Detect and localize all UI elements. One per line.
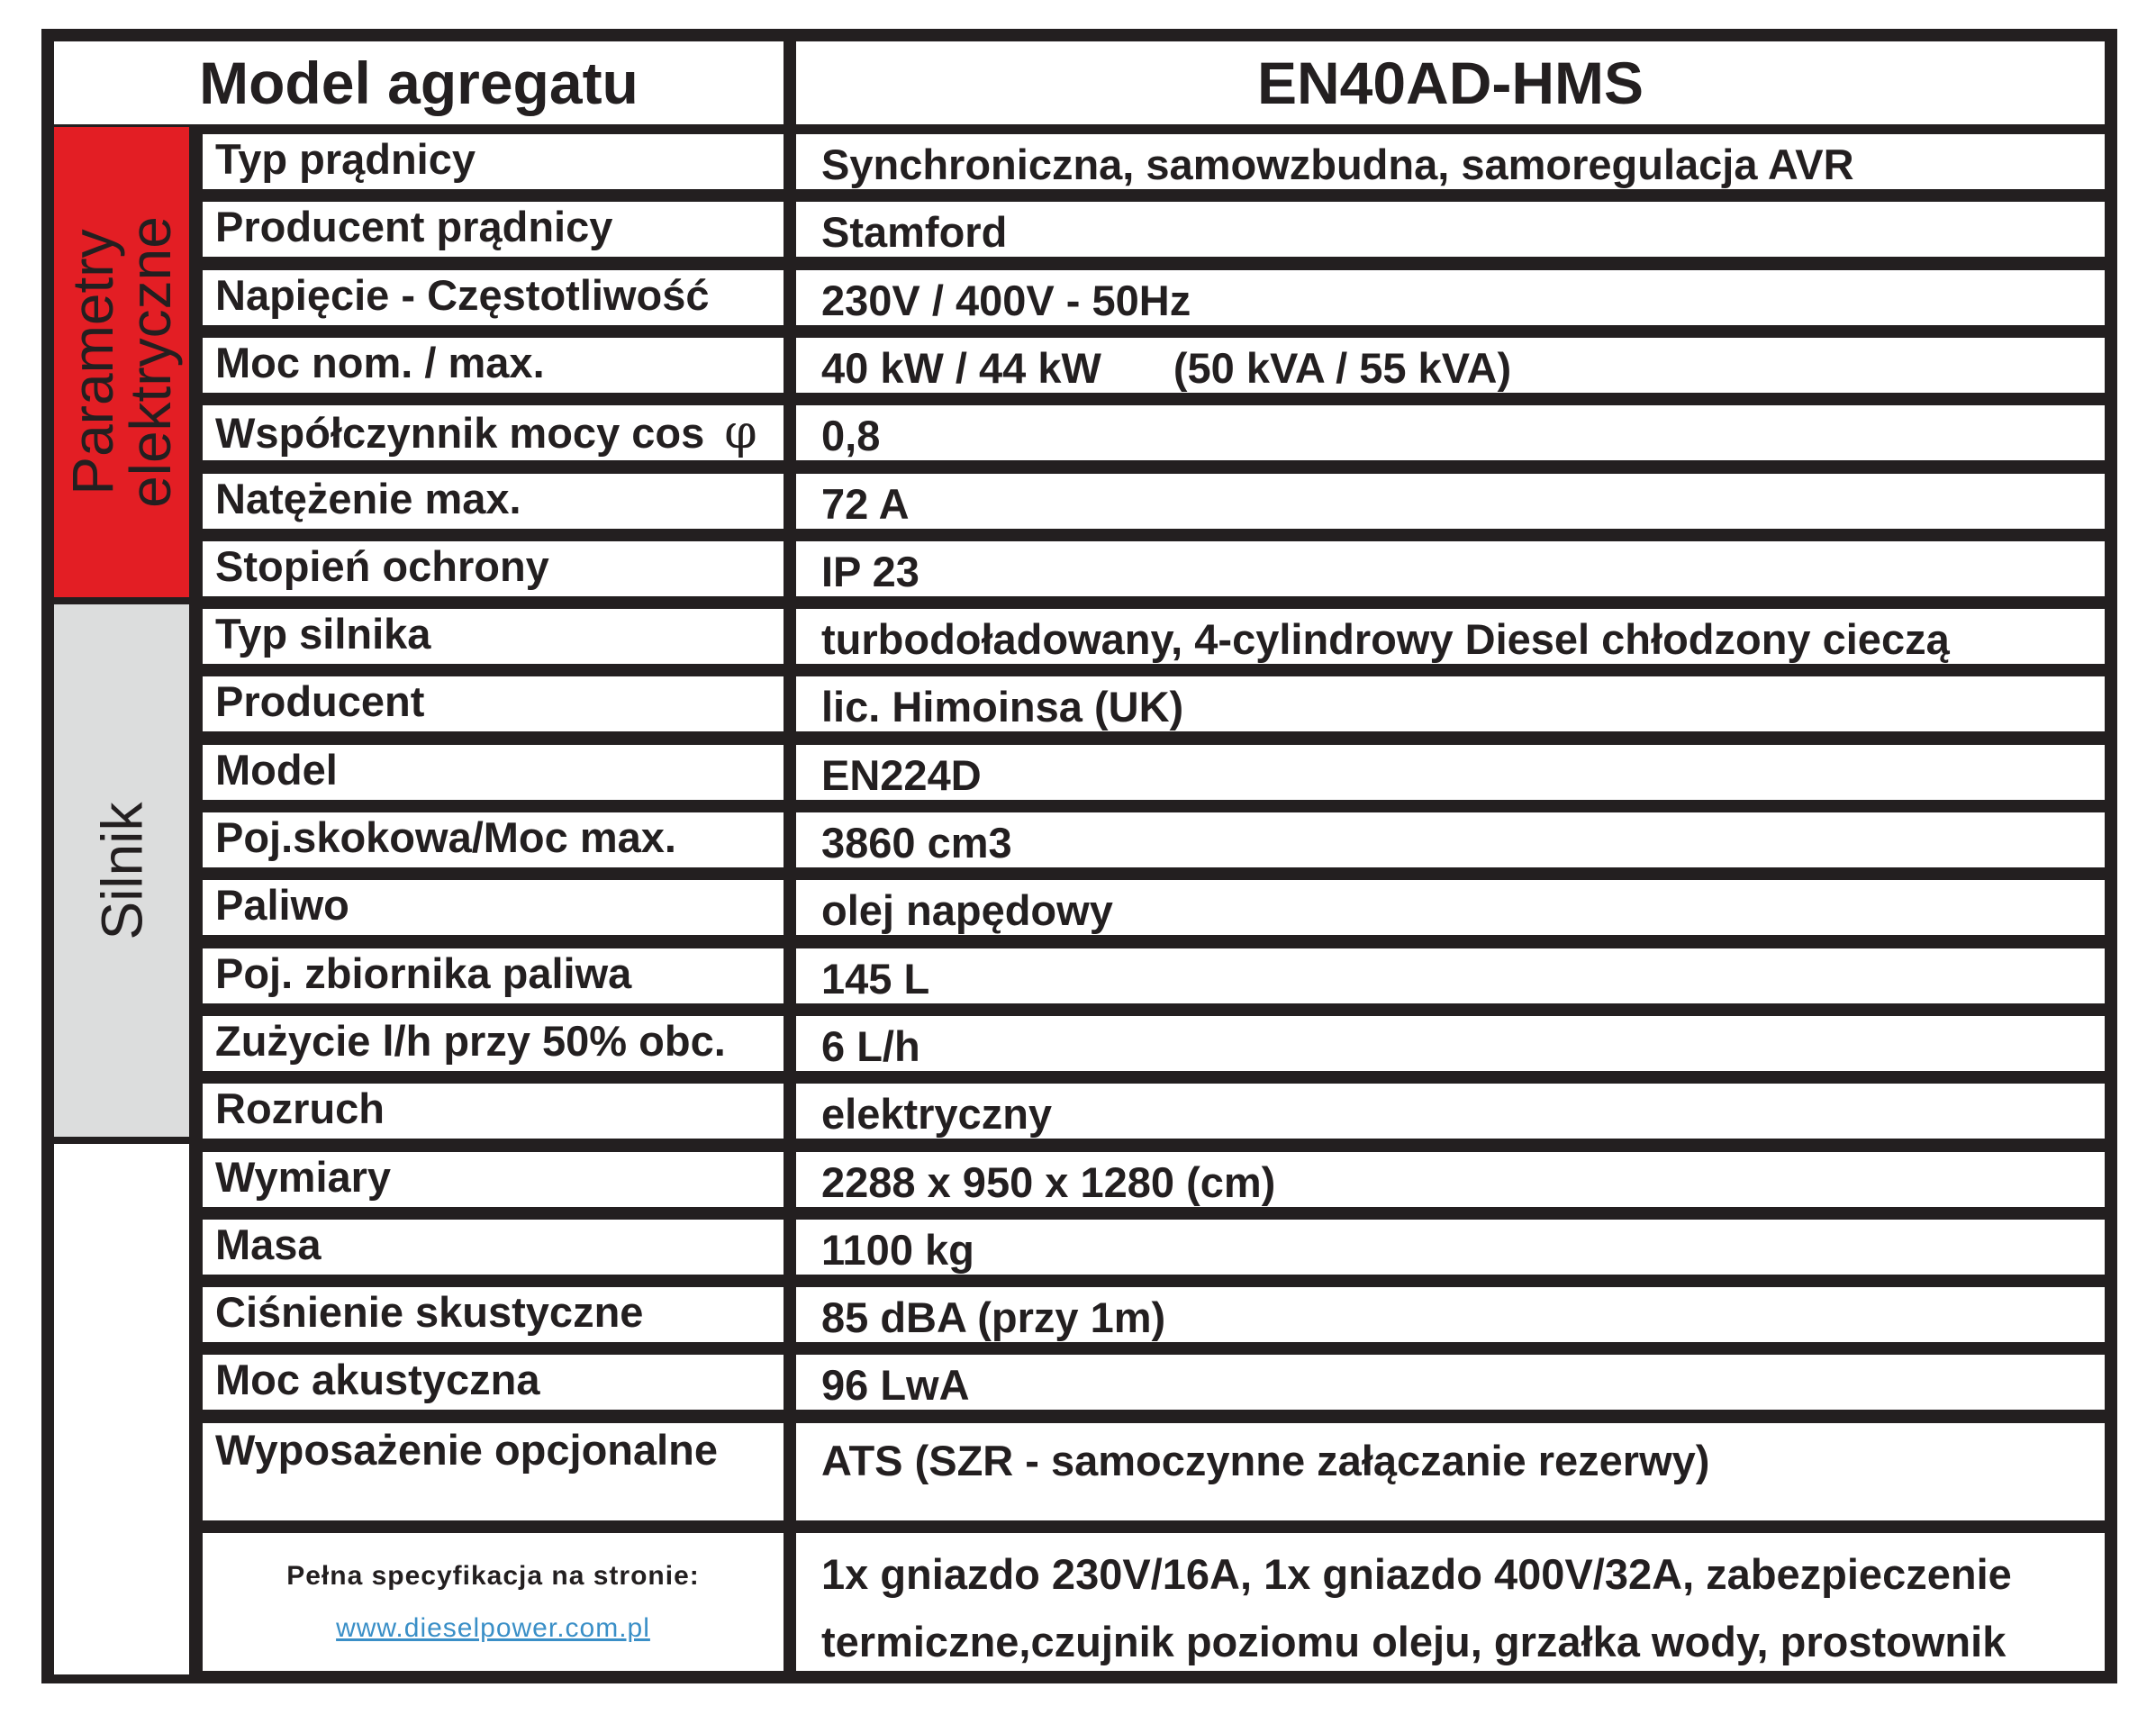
row-label-text: Moc akustyczna bbox=[215, 1356, 540, 1403]
row-value-text: 0,8 bbox=[821, 412, 881, 459]
row-value bbox=[796, 202, 2105, 257]
row-label bbox=[203, 338, 784, 393]
row-label-text: Moc nom. / max. bbox=[215, 339, 545, 386]
row-value-text: 72 A bbox=[821, 480, 910, 528]
row-label-text: Typ silnika bbox=[215, 610, 431, 658]
section-engine-label-line1: Silnik bbox=[89, 802, 154, 939]
row-value-text: elektryczny bbox=[821, 1090, 1053, 1138]
row-value bbox=[796, 1355, 2105, 1410]
section-engine-label bbox=[89, 802, 154, 939]
section-electrical-label bbox=[60, 216, 183, 508]
row-label bbox=[203, 609, 784, 664]
row-label bbox=[203, 270, 784, 325]
spec-note bbox=[203, 1533, 784, 1671]
header-model-label: Model agregatu bbox=[54, 41, 784, 124]
equipment-list bbox=[796, 1533, 2105, 1671]
row-value bbox=[796, 474, 2105, 529]
website-link[interactable]: www.dieselpower.com.pl bbox=[336, 1612, 650, 1643]
row-value bbox=[796, 405, 2105, 460]
row-label-text: Natężenie max. bbox=[215, 475, 521, 522]
row-label bbox=[203, 202, 784, 257]
equipment-line-2: termiczne,czujnik poziomu oleju, grzałka wody, prostownik bbox=[821, 1618, 2007, 1665]
row-value-text: Synchroniczna, samowzbudna, samoregulacja AVR bbox=[821, 141, 1854, 188]
row-label-text: Rozruch bbox=[215, 1084, 385, 1132]
row-value bbox=[796, 745, 2105, 800]
row-label bbox=[203, 812, 784, 867]
row-label-text: Wyposażenie opcjonalne bbox=[215, 1426, 719, 1474]
row-value-text: 85 dBA (przy 1m) bbox=[821, 1293, 1166, 1341]
row-label bbox=[203, 405, 784, 460]
row-label-text: Typ prądnicy bbox=[215, 135, 476, 183]
header-model-value: EN40AD-HMS bbox=[796, 41, 2105, 124]
row-value bbox=[796, 948, 2105, 1003]
row-label-text: Model bbox=[215, 746, 338, 794]
section-electrical-label-line1: Parametry bbox=[60, 229, 125, 495]
row-value-text: 96 LwA bbox=[821, 1361, 970, 1409]
row-value bbox=[796, 676, 2105, 731]
row-value bbox=[796, 880, 2105, 935]
row-label-text: Producent bbox=[215, 677, 425, 725]
row-value bbox=[796, 270, 2105, 325]
row-label bbox=[203, 134, 784, 189]
spec-note-title: Pełna specyfikacja na stronie: bbox=[286, 1560, 700, 1591]
row-value-text: ATS (SZR - samoczynne załączanie rezerwy) bbox=[821, 1437, 1710, 1484]
row-label-text: Paliwo bbox=[215, 881, 349, 929]
row-value-text: 230V / 400V - 50Hz bbox=[821, 277, 1191, 324]
row-value bbox=[796, 1152, 2105, 1207]
row-label bbox=[203, 474, 784, 529]
row-label-text: Współczynnik mocy cos bbox=[215, 409, 705, 457]
row-label-text: Wymiary bbox=[215, 1153, 392, 1201]
row-label bbox=[203, 880, 784, 935]
phi-symbol: φ bbox=[724, 405, 757, 459]
row-value bbox=[796, 1287, 2105, 1342]
row-value bbox=[796, 1084, 2105, 1139]
row-value-text: Stamford bbox=[821, 208, 1008, 256]
row-value-text: 1100 kg bbox=[821, 1226, 974, 1274]
row-label bbox=[203, 1423, 784, 1520]
row-label-text: Stopień ochrony bbox=[215, 542, 549, 590]
row-value-text: IP 23 bbox=[821, 548, 919, 595]
row-value bbox=[796, 609, 2105, 664]
row-value-text: olej napędowy bbox=[821, 886, 1113, 934]
row-label-text: Napięcie - Częstotliwość bbox=[215, 271, 710, 319]
row-label bbox=[203, 1152, 784, 1207]
row-value bbox=[796, 812, 2105, 867]
row-label bbox=[203, 745, 784, 800]
row-value-text: lic. Himoinsa (UK) bbox=[821, 683, 1184, 730]
row-label bbox=[203, 541, 784, 596]
section-electrical bbox=[54, 127, 189, 597]
row-label bbox=[203, 1220, 784, 1275]
row-label bbox=[203, 1084, 784, 1139]
row-value-text: 2288 x 950 x 1280 (cm) bbox=[821, 1158, 1276, 1206]
row-label-text: Producent prądnicy bbox=[215, 203, 613, 250]
row-value bbox=[796, 134, 2105, 189]
row-value-text: EN224D bbox=[821, 751, 982, 799]
section-engine bbox=[54, 604, 189, 1137]
row-label bbox=[203, 1355, 784, 1410]
row-value bbox=[796, 1016, 2105, 1071]
row-label bbox=[203, 1016, 784, 1071]
section-electrical-label-line2: elektryczne bbox=[118, 216, 183, 508]
row-value bbox=[796, 541, 2105, 596]
row-value-text: turbodoładowany, 4-cylindrowy Diesel chłodzony cieczą bbox=[821, 615, 1950, 663]
row-value bbox=[796, 338, 2105, 393]
row-value-text: 6 L/h bbox=[821, 1022, 920, 1070]
row-value-text: 3860 cm3 bbox=[821, 819, 1012, 867]
row-label bbox=[203, 1287, 784, 1342]
equipment-line-1: 1x gniazdo 230V/16A, 1x gniazdo 400V/32A, zabezpieczenie bbox=[821, 1550, 2012, 1598]
row-label-text: Poj. zbiornika paliwa bbox=[215, 949, 632, 997]
row-value bbox=[796, 1220, 2105, 1275]
row-label bbox=[203, 676, 784, 731]
row-label-text: Masa bbox=[215, 1220, 322, 1268]
row-label bbox=[203, 948, 784, 1003]
row-label-text: Ciśnienie skustyczne bbox=[215, 1288, 644, 1336]
row-label-text: Poj.skokowa/Moc max. bbox=[215, 813, 676, 861]
row-value-extra: (50 kVA / 55 kVA) bbox=[1173, 344, 1512, 392]
section-other bbox=[54, 1144, 189, 1674]
row-value-text: 40 kW / 44 kW bbox=[821, 344, 1101, 392]
row-value-text: 145 L bbox=[821, 955, 930, 1003]
row-label-text: Zużycie l/h przy 50% obc. bbox=[215, 1017, 726, 1065]
row-value bbox=[796, 1423, 2105, 1520]
